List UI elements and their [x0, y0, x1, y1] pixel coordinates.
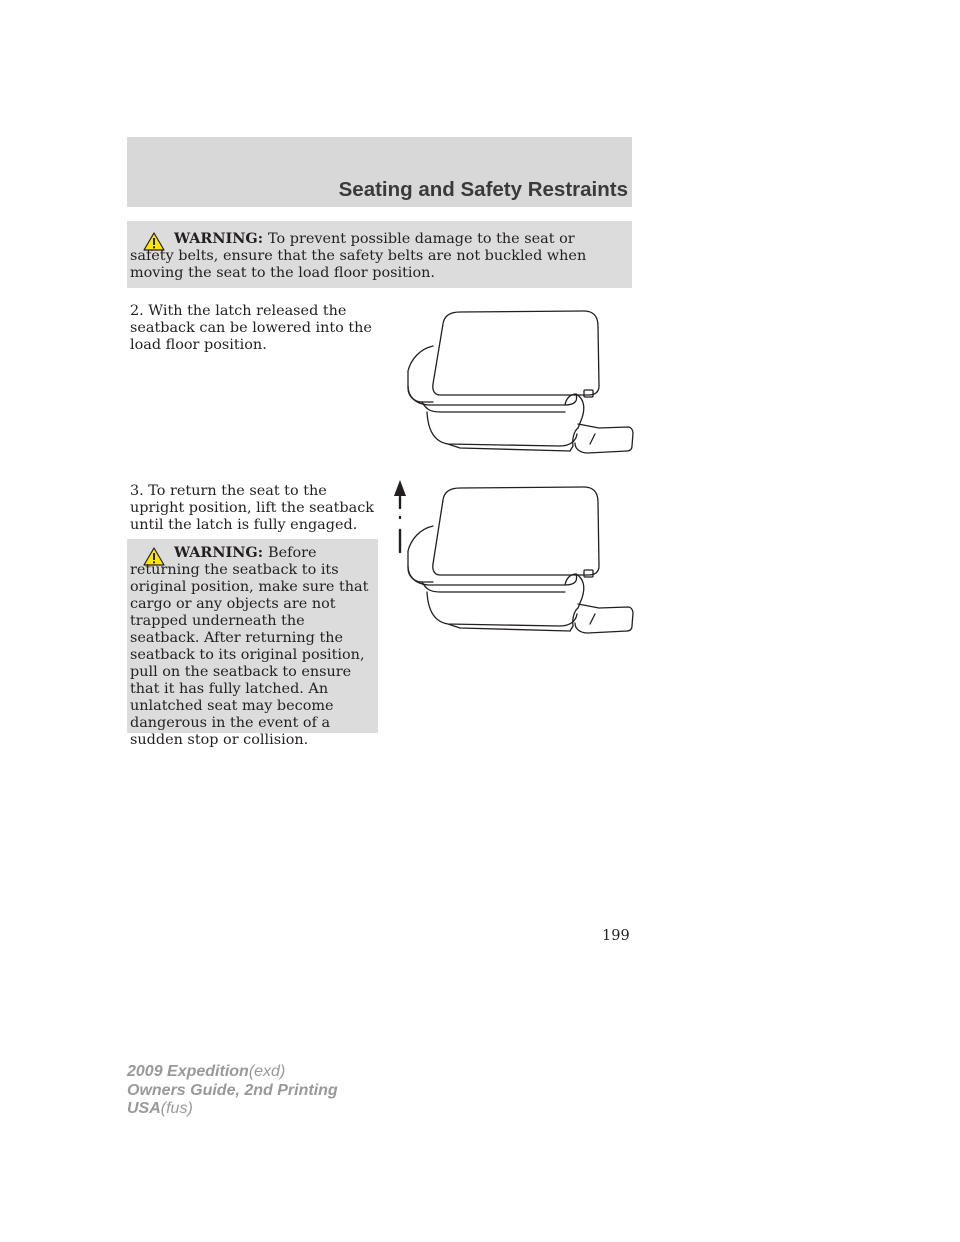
step-3-text: 3. To return the seat to the upright position, lift the seatback until the latch is fully engaged.: [130, 483, 374, 533]
step-2-text: 2. With the latch released the seatback can be lowered into the load floor position.: [130, 303, 372, 353]
footer-guide: Owners Guide, 2nd Printing: [127, 1081, 338, 1099]
footer-model-code: (exd): [248, 1063, 286, 1080]
page-number: 199: [602, 928, 630, 944]
footer-region: USA: [127, 1100, 161, 1117]
document-footer: [127, 1063, 338, 1119]
footer-region-code: (fus): [160, 1100, 193, 1117]
warning-body: Before returning the seatback to its original position, make sure that cargo or any objects are not trapped underneath the seatback. After returning the seatback to its original position, pull on the seatback to ensure that it has fully latched. An unlatched seat may become dangerous in the event of a sudden stop or collision.: [130, 545, 369, 748]
warning-label: WARNING:: [174, 230, 269, 247]
lift-arrow-head: [394, 480, 406, 496]
warning-label: WARNING:: [174, 544, 269, 561]
section-title: Seating and Safety Restraints: [338, 178, 628, 201]
warning-body: To prevent possible damage to the seat or safety belts, ensure that the safety belts are not buckled when moving the seat to the load floor position.: [130, 231, 587, 281]
warning-box-latch: [127, 539, 378, 748]
seat-upright-illustration: [390, 478, 640, 638]
warning-box-seatbelt: [127, 221, 632, 288]
seat-lowered-illustration: [400, 306, 640, 456]
footer-model: 2009 Expedition: [127, 1063, 249, 1080]
warning-text: [130, 544, 376, 749]
section-header-band: [127, 137, 632, 207]
warning-text: [130, 230, 618, 282]
